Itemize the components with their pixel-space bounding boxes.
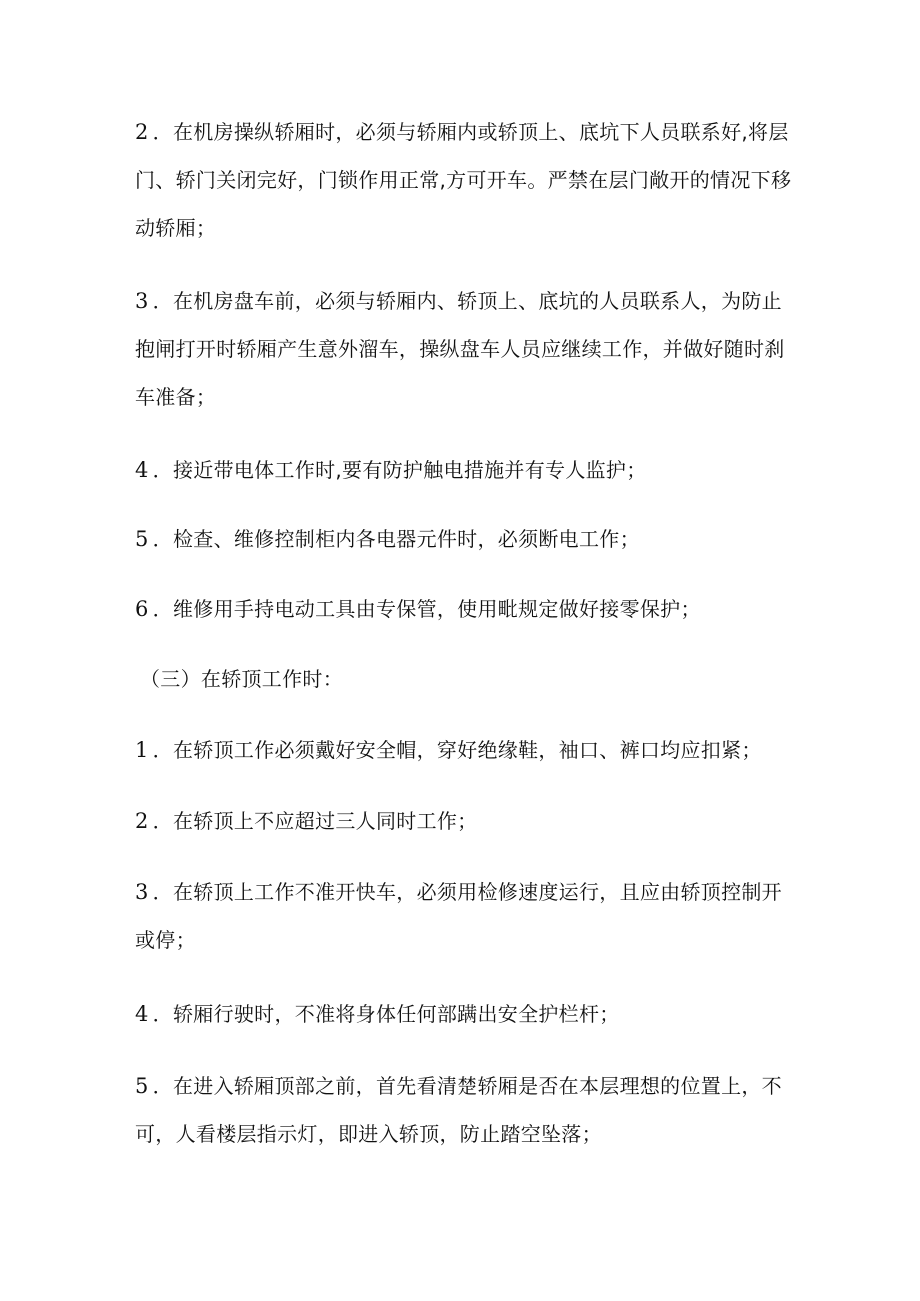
- list-item: [135, 797, 795, 845]
- item-text: ．检查、维修控制柜内各电器元件时，必须断电工作；: [152, 527, 640, 551]
- item-text: ．在进入轿厢顶部之前，首先看清楚轿厢是否在本层理想的位置上，不可，人看楼层指示灯，即进入轿顶，防止踏空坠落；: [135, 1074, 782, 1146]
- item-number: 3: [135, 289, 149, 313]
- item-text: ．维修用手持电动工具由专保管，使用毗规定做好接零保护；: [152, 597, 701, 621]
- list-item: [135, 868, 795, 964]
- list-item: [135, 515, 795, 563]
- item-number: 3: [135, 880, 149, 904]
- list-item: [135, 277, 795, 421]
- item-text: ．在轿顶上工作不准开快车，必须用检修速度运行，且应由轿顶控制开或停；: [135, 880, 782, 952]
- section-heading: （三）在轿顶工作时：: [140, 667, 343, 691]
- list-item: [135, 990, 795, 1038]
- item-text: ．在机房盘车前，必须与轿厢内、轿顶上、底坑的人员联系人，为防止抱闸打开时轿厢产生意外溜车，操纵盘车人员应继续工作，并做好随时刹车准备；: [135, 289, 785, 409]
- list-item: [135, 108, 795, 252]
- item-text: ．在机房操纵轿厢时，必须与轿厢内或轿顶上、底坑下人员联系好,将层门、轿门关闭完好，门锁作用正常,方可开车。严禁在层门敞开的情况下移动轿厢；: [135, 120, 792, 240]
- item-number: 6: [135, 597, 149, 621]
- list-item: [135, 446, 795, 494]
- item-number: 2: [135, 809, 149, 833]
- item-text: ．在轿顶工作必须戴好安全帽，穿好绝缘鞋，袖口、裤口均应扣紧；: [152, 738, 762, 762]
- item-number: 4: [135, 1002, 149, 1026]
- item-number: 2: [135, 120, 149, 144]
- list-item: [135, 1062, 795, 1158]
- list-item: [135, 585, 795, 633]
- item-number: 5: [135, 527, 149, 551]
- item-text: ．轿厢行驶时，不准将身体任何部蹒出安全护栏杆；: [152, 1002, 620, 1026]
- item-text: ．在轿顶上不应超过三人同时工作；: [152, 809, 478, 833]
- item-number: 1: [135, 738, 149, 762]
- list-item: [135, 726, 795, 774]
- item-text: ．接近带电体工作时,要有防护触电措施并有专人监护；: [152, 458, 647, 482]
- item-number: 4: [135, 458, 149, 482]
- item-number: 5: [135, 1074, 149, 1098]
